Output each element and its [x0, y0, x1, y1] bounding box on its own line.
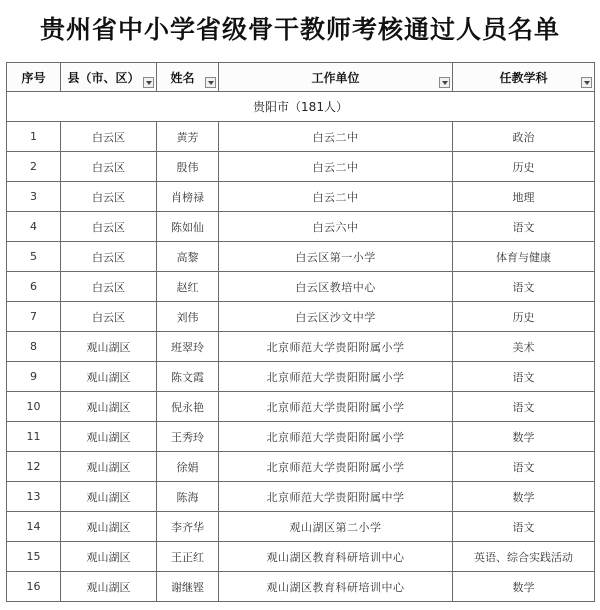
header-county	[61, 63, 157, 92]
header-name	[157, 63, 219, 92]
cell-unit: 白云二中	[219, 182, 453, 212]
cell-subject: 数学	[453, 482, 595, 512]
cell-unit: 观山湖区第二小学	[219, 512, 453, 542]
table-row	[7, 542, 595, 572]
cell-name: 王正红	[157, 542, 219, 572]
cell-county: 观山湖区	[61, 512, 157, 542]
header-name-label: 姓名	[170, 70, 195, 85]
header-row	[7, 63, 595, 92]
subject-filter-dropdown-icon[interactable]	[581, 77, 592, 88]
county-filter-dropdown-icon[interactable]	[143, 77, 154, 88]
cell-seq: 15	[7, 542, 61, 572]
cell-unit: 北京师范大学贵阳附属小学	[219, 332, 453, 362]
teacher-roster-table	[6, 62, 595, 602]
cell-subject: 历史	[453, 152, 595, 182]
cell-county: 观山湖区	[61, 422, 157, 452]
cell-county: 白云区	[61, 242, 157, 272]
header-subject	[453, 63, 595, 92]
cell-subject: 历史	[453, 302, 595, 332]
cell-unit: 北京师范大学贵阳附属小学	[219, 422, 453, 452]
cell-county: 白云区	[61, 152, 157, 182]
cell-name: 刘伟	[157, 302, 219, 332]
cell-unit: 白云二中	[219, 122, 453, 152]
table-row	[7, 332, 595, 362]
cell-county: 观山湖区	[61, 542, 157, 572]
cell-subject: 语文	[453, 512, 595, 542]
unit-filter-dropdown-icon[interactable]	[439, 77, 450, 88]
cell-subject: 美术	[453, 332, 595, 362]
header-subject-label: 任教学科	[499, 70, 548, 85]
cell-seq: 7	[7, 302, 61, 332]
cell-name: 赵红	[157, 272, 219, 302]
table-row	[7, 302, 595, 332]
cell-name: 陈文霞	[157, 362, 219, 392]
cell-seq: 1	[7, 122, 61, 152]
cell-name: 李齐华	[157, 512, 219, 542]
cell-seq: 3	[7, 182, 61, 212]
cell-unit: 白云二中	[219, 152, 453, 182]
cell-seq: 16	[7, 572, 61, 602]
cell-county: 观山湖区	[61, 392, 157, 422]
cell-name: 陈如仙	[157, 212, 219, 242]
cell-name: 谢继铿	[157, 572, 219, 602]
name-filter-dropdown-icon[interactable]	[205, 77, 216, 88]
cell-name: 倪永艳	[157, 392, 219, 422]
cell-unit: 观山湖区教育科研培训中心	[219, 542, 453, 572]
cell-seq: 12	[7, 452, 61, 482]
header-seq-label: 序号	[21, 70, 46, 85]
cell-county: 观山湖区	[61, 362, 157, 392]
cell-subject: 英语、综合实践活动	[453, 542, 595, 572]
cell-unit: 北京师范大学贵阳附属小学	[219, 362, 453, 392]
cell-county: 白云区	[61, 302, 157, 332]
cell-county: 白云区	[61, 272, 157, 302]
cell-unit: 白云区教培中心	[219, 272, 453, 302]
cell-county: 观山湖区	[61, 572, 157, 602]
table-row	[7, 152, 595, 182]
cell-subject: 语文	[453, 392, 595, 422]
cell-seq: 6	[7, 272, 61, 302]
cell-county: 观山湖区	[61, 452, 157, 482]
cell-name: 殷伟	[157, 152, 219, 182]
cell-subject: 语文	[453, 452, 595, 482]
cell-seq: 11	[7, 422, 61, 452]
table-row	[7, 452, 595, 482]
cell-unit: 北京师范大学贵阳附属小学	[219, 452, 453, 482]
group-row	[7, 92, 595, 122]
cell-unit: 白云六中	[219, 212, 453, 242]
cell-unit: 白云区第一小学	[219, 242, 453, 272]
table-row	[7, 272, 595, 302]
table-row	[7, 422, 595, 452]
cell-unit: 白云区沙文中学	[219, 302, 453, 332]
cell-unit: 北京师范大学贵阳附属小学	[219, 392, 453, 422]
cell-unit: 观山湖区教育科研培训中心	[219, 572, 453, 602]
cell-seq: 5	[7, 242, 61, 272]
table-row	[7, 482, 595, 512]
header-unit	[219, 63, 453, 92]
table-row	[7, 212, 595, 242]
cell-seq: 4	[7, 212, 61, 242]
table-row	[7, 182, 595, 212]
cell-name: 肖榜禄	[157, 182, 219, 212]
cell-subject: 数学	[453, 422, 595, 452]
header-unit-label: 工作单位	[311, 70, 360, 85]
table-row	[7, 392, 595, 422]
table-row	[7, 572, 595, 602]
cell-unit: 北京师范大学贵阳附属中学	[219, 482, 453, 512]
cell-subject: 地理	[453, 182, 595, 212]
cell-county: 白云区	[61, 212, 157, 242]
cell-seq: 14	[7, 512, 61, 542]
table-row	[7, 512, 595, 542]
cell-name: 徐娟	[157, 452, 219, 482]
cell-seq: 8	[7, 332, 61, 362]
header-county-label: 县（市、区）	[67, 70, 140, 85]
cell-county: 观山湖区	[61, 482, 157, 512]
cell-seq: 2	[7, 152, 61, 182]
cell-name: 黄芳	[157, 122, 219, 152]
cell-subject: 语文	[453, 272, 595, 302]
cell-subject: 语文	[453, 212, 595, 242]
cell-seq: 13	[7, 482, 61, 512]
cell-name: 班翠玲	[157, 332, 219, 362]
cell-name: 王秀玲	[157, 422, 219, 452]
table-row	[7, 242, 595, 272]
cell-county: 白云区	[61, 182, 157, 212]
cell-seq: 9	[7, 362, 61, 392]
document-title: 贵州省中小学省级骨干教师考核通过人员名单	[39, 15, 560, 44]
cell-subject: 数学	[453, 572, 595, 602]
table-row	[7, 362, 595, 392]
cell-subject: 体育与健康	[453, 242, 595, 272]
group-label: 贵阳市（181人）	[7, 92, 595, 122]
cell-name: 高黎	[157, 242, 219, 272]
cell-county: 白云区	[61, 122, 157, 152]
cell-subject: 政治	[453, 122, 595, 152]
cell-subject: 语文	[453, 362, 595, 392]
table-row	[7, 122, 595, 152]
cell-seq: 10	[7, 392, 61, 422]
cell-county: 观山湖区	[61, 332, 157, 362]
header-seq	[7, 63, 61, 92]
cell-name: 陈海	[157, 482, 219, 512]
